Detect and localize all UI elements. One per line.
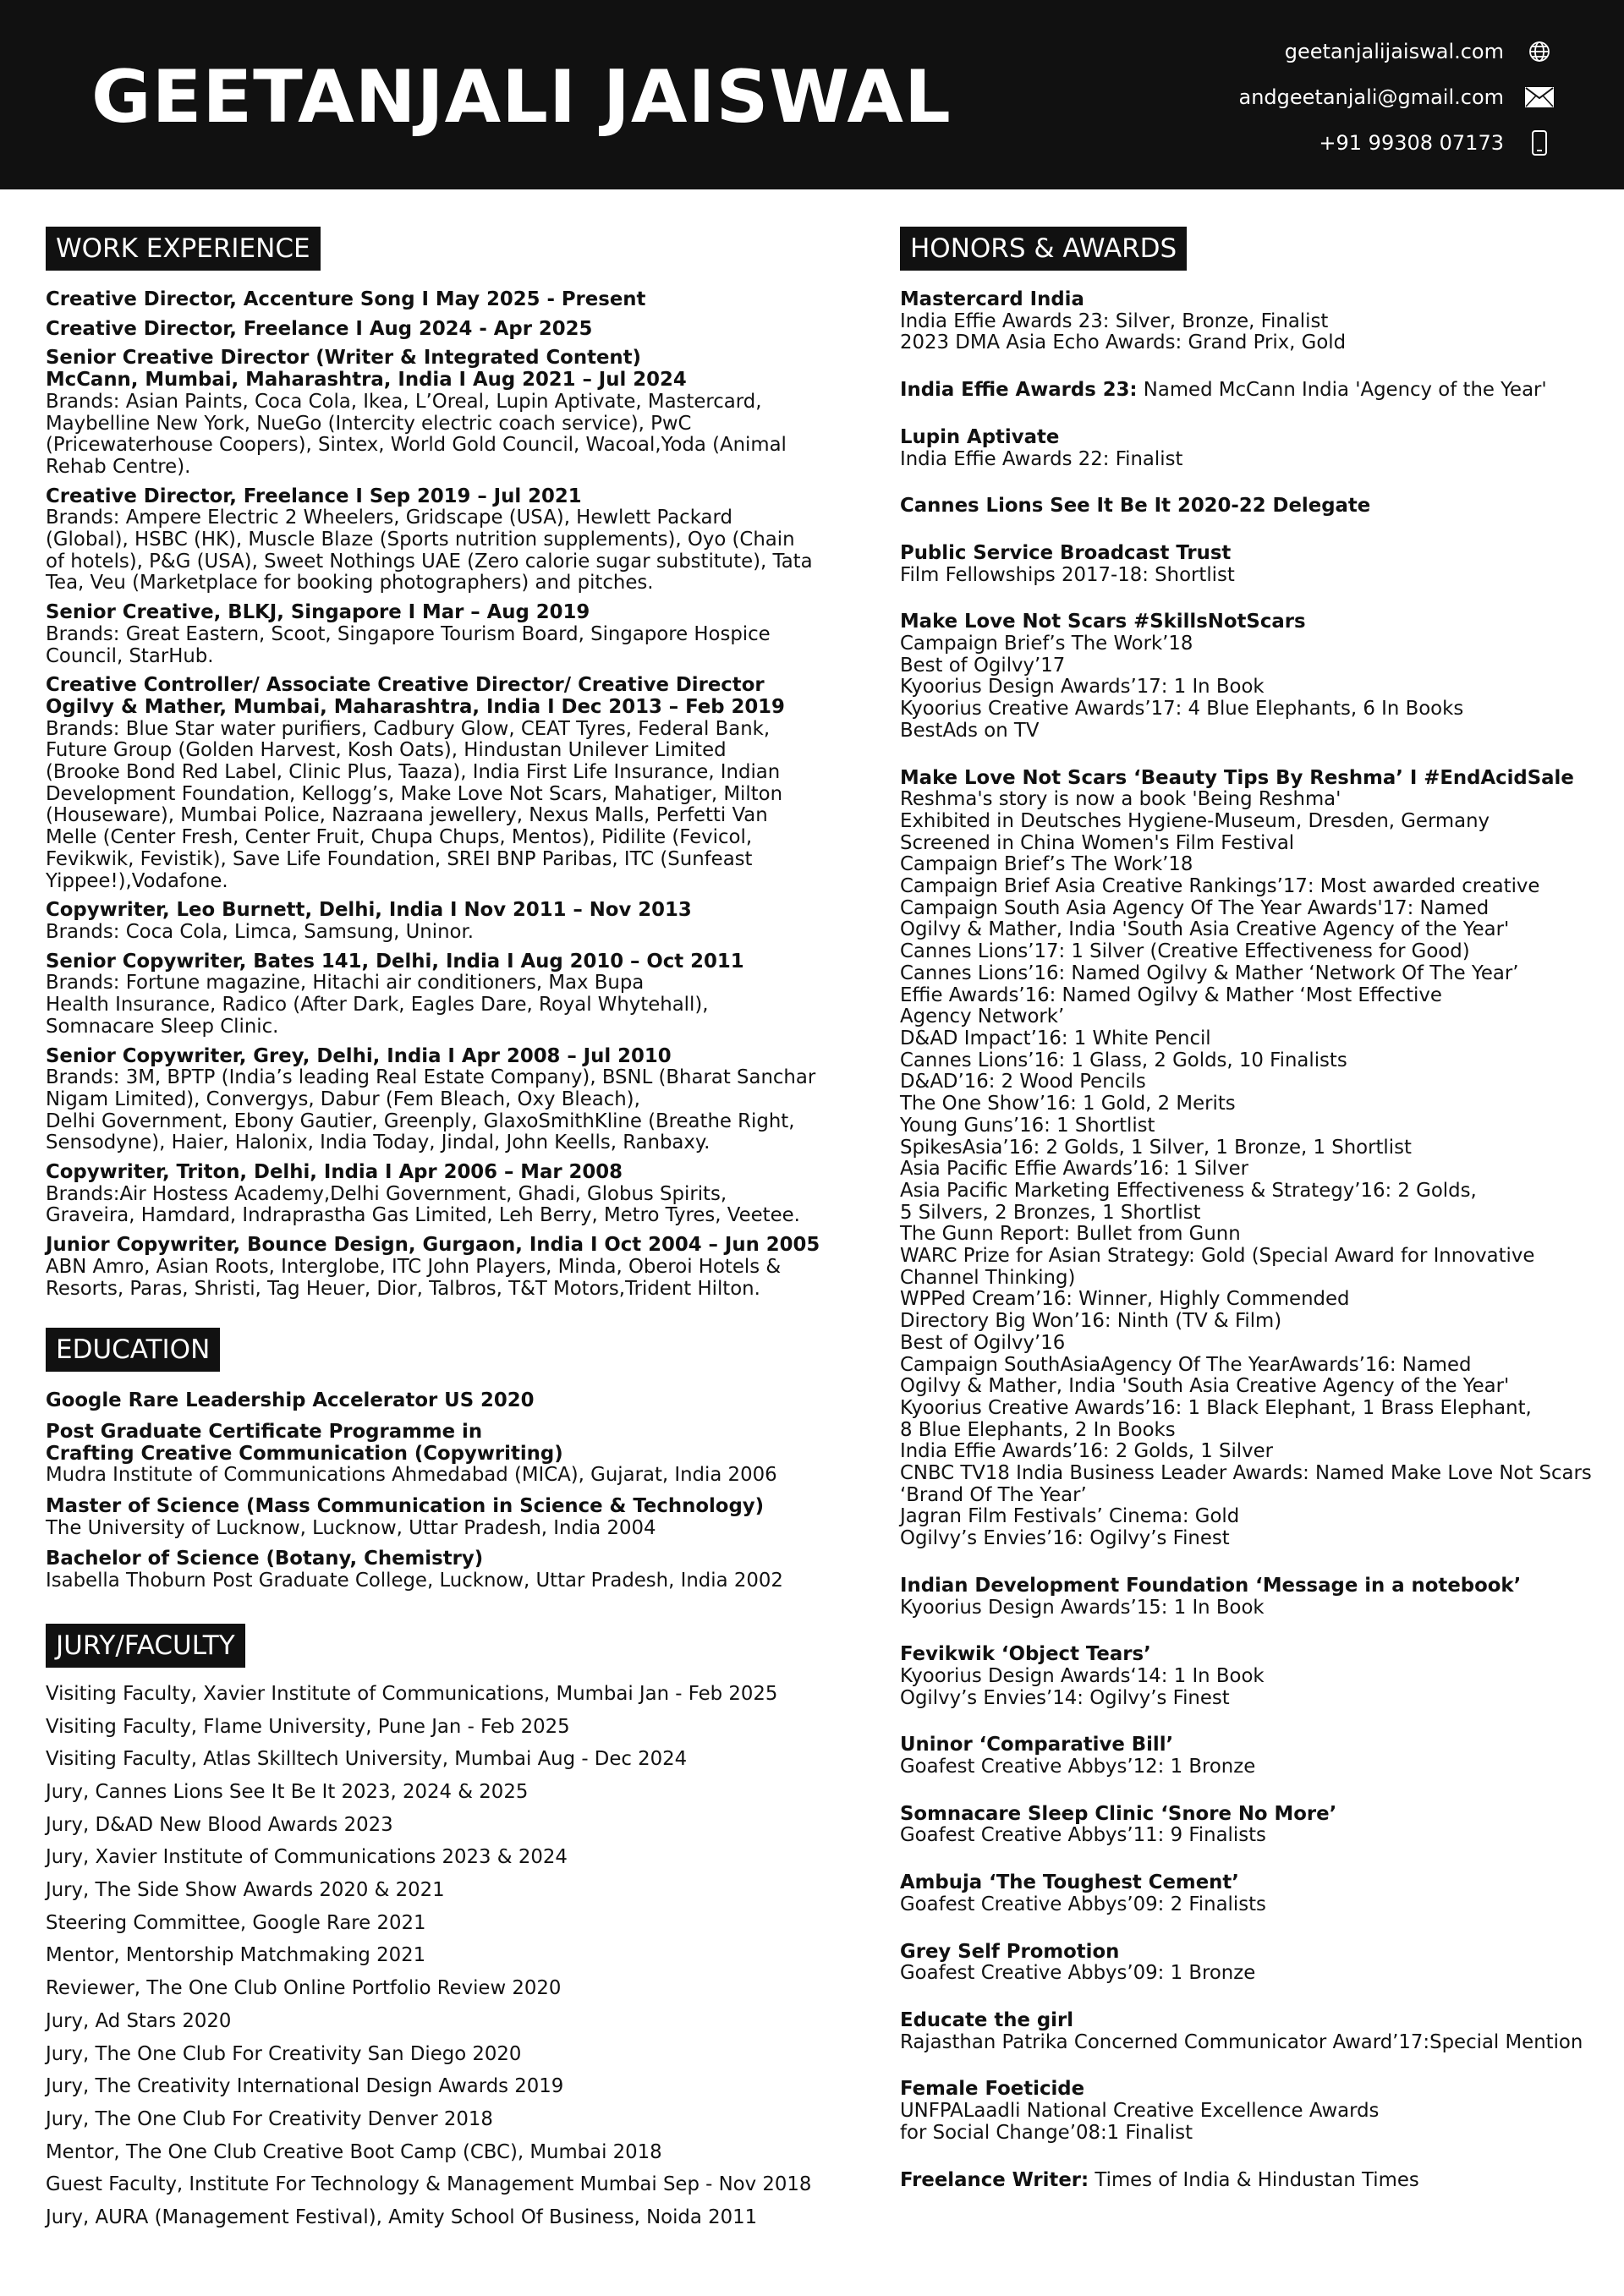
- award-entry-title: Freelance Writer:: [900, 2168, 1089, 2191]
- award-entry-detail: Reshma's story is now a book 'Being Reshma' Exhibited in Deutsches Hygiene-Museum, Dresden, Germany Screened in China Women's Film Festival Campaign Brief’s The Work’18 Campaign Brief Asia Creative Rankings’17: Most awarded creative Campaign South Asia Agency Of The Year Awards'17: Named Ogilvy & Mather, India 'South Asia Creative Agency of the Year' Cannes Lions’17: 1 Silver (Creative Effectiveness for Good) Cannes Lions’16: Named Ogilvy & Mather ‘Network Of The Year’ Effie Awards’16: Named Ogilvy & Mather ‘Most Effective Agency Network’ D&AD Impact’16: 1 White Pencil Cannes Lions’16: 1 Glass, 2 Golds, 10 Finalists D&AD’16: 2 Wood Pencils The One Show’16: 1 Gold, 2 Merits Young Guns’16: 1 Shortlist SpikesAsia’16: 2 Golds, 1 Silver, 1 Bronze, 1 Shortlist Asia Pacific Effie Awards’16: 1 Silver Asia Pacific Marketing Effectiveness & Strategy’16: 2 Golds, 5 Silvers, 2 Bronzes, 1 Shortlist The Gunn Report: Bullet from Gunn WARC Prize for Asian Strategy: Gold (Special Award for Innovative Channel Thinking) WPPed Cream’16: Winner, Highly Commended Directory Big Won’16: Ninth (TV & Film) Best of Ogilvy’16 Campaign SouthAsiaAgency Of The YearAwards’16: Named Ogilvy & Mather, India 'South Asia Creative Agency of the Year' Kyoorius Creative Awards’16: 1 Black Elephant, 1 Brass Elephant, 8 Blue Elephants, 2 In Books India Effie Awards’16: 2 Golds, 1 Silver CNBC TV18 India Business Leader Awards: Named Make Love Not Scars ‘Brand Of The Year’ Jagran Film Festivals’ Cinema: Gold Ogilvy’s Envies’16: Ogilvy’s Finest: [900, 788, 1592, 1550]
- jury-faculty-item: Jury, D&AD New Blood Awards 2023: [46, 1813, 393, 1836]
- jury-faculty-item: Jury, The One Club For Creativity Denver 2018: [46, 2108, 493, 2130]
- work-entry-title: Creative Director, Freelance I Sep 2019 – Jul 2021: [46, 485, 582, 507]
- work-entry-title: Senior Copywriter, Bates 141, Delhi, India I Aug 2010 – Oct 2011: [46, 950, 744, 973]
- globe-icon: [1522, 37, 1556, 66]
- education-list: [46, 1390, 879, 1592]
- education-entry-title: Google Rare Leadership Accelerator US 2020: [46, 1389, 535, 1412]
- work-entry: [46, 900, 879, 943]
- education-entry-detail: Isabella Thoburn Post Graduate College, Lucknow, Uttar Pradesh, India 2002: [46, 1570, 783, 1592]
- work-entry-brands: Brands: Coca Cola, Limca, Samsung, Uninor.: [46, 920, 474, 943]
- jury-faculty-item: Jury, The Side Show Awards 2020 & 2021: [46, 1879, 445, 1902]
- award-entry-detail: Goafest Creative Abbys’09: 1 Bronze: [900, 1962, 1256, 1985]
- envelope-icon: [1522, 83, 1556, 112]
- jury-faculty-item: Steering Committee, Google Rare 2021: [46, 1911, 426, 1934]
- education-entry: [46, 1390, 879, 1412]
- website-row: [1239, 29, 1557, 74]
- award-entry: [900, 543, 1602, 586]
- award-entry-heading: [900, 289, 1602, 311]
- award-entry-heading: [900, 1644, 1602, 1666]
- work-entry-title: Creative Director, Freelance I Aug 2024 - Apr 2025: [46, 317, 593, 340]
- award-entry-title: Female Foeticide: [900, 2078, 1085, 2101]
- award-entry-detail: Goafest Creative Abbys’12: 1 Bronze: [900, 1756, 1256, 1778]
- award-entry-heading: [900, 1872, 1602, 1894]
- work-entry: [46, 289, 879, 311]
- work-entry-brands: Brands:Air Hostess Academy,Delhi Government, Ghadi, Globus Spirits, Graveira, Hamdard, Indraprastha Gas Limited, Leh Berry, Metro Tyres, Veetee.: [46, 1182, 800, 1227]
- award-entry-heading: [900, 2170, 1602, 2192]
- award-entry-title: Make Love Not Scars #SkillsNotScars: [900, 611, 1306, 633]
- education-entry-detail: Mudra Institute of Communications Ahmedabad (MICA), Gujarat, India 2006: [46, 1464, 777, 1487]
- jury-faculty-heading: JURY/FACULTY: [46, 1624, 245, 1668]
- contact-block: [1239, 29, 1557, 166]
- work-entry: [46, 951, 879, 1038]
- award-entry: [900, 380, 1602, 402]
- award-entry: [900, 427, 1602, 470]
- award-entry-title: Grey Self Promotion: [900, 1940, 1120, 1963]
- work-entry-brands: ABN Amro, Asian Roots, Interglobe, ITC John Players, Minda, Oberoi Hotels & Resorts, Paras, Shristi, Tag Heuer, Dior, Talbros, T&T Motors,Trident Hilton.: [46, 1255, 782, 1300]
- work-entry: [46, 1235, 879, 1300]
- website-link[interactable]: geetanjalijaiswal.com: [1284, 40, 1504, 63]
- phone-row: [1239, 120, 1557, 166]
- work-entry: [46, 602, 879, 667]
- award-entry: [900, 2079, 1602, 2144]
- award-entry: [900, 1734, 1602, 1778]
- left-column: [46, 227, 879, 2234]
- work-entry-title: Copywriter, Leo Burnett, Delhi, India I Nov 2011 – Nov 2013: [46, 899, 692, 922]
- work-entry-title: Copywriter, Triton, Delhi, India I Apr 2006 – Mar 2008: [46, 1161, 623, 1184]
- work-entry: [46, 1046, 879, 1155]
- award-entry-heading: [900, 1575, 1602, 1597]
- right-column: [900, 227, 1602, 2217]
- award-entry: [900, 1872, 1602, 1915]
- jury-faculty-item: Visiting Faculty, Flame University, Pune Jan - Feb 2025: [46, 1715, 570, 1738]
- work-experience-heading: WORK EXPERIENCE: [46, 227, 321, 271]
- work-experience-list: [46, 289, 879, 1300]
- work-entry-brands: Brands: Great Eastern, Scoot, Singapore Tourism Board, Singapore Hospice Council, StarHub.: [46, 622, 771, 667]
- education-entry: [46, 1496, 879, 1539]
- email-row: [1239, 74, 1557, 120]
- phone-number[interactable]: +91 99308 07173: [1319, 131, 1504, 155]
- award-entry-detail: Film Fellowships 2017-18: Shortlist: [900, 563, 1235, 586]
- jury-faculty-item: Visiting Faculty, Xavier Institute of Communications, Mumbai Jan - Feb 2025: [46, 1682, 778, 1705]
- phone-icon: [1522, 129, 1556, 157]
- jury-faculty-item: Jury, AURA (Management Festival), Amity School Of Business, Noida 2011: [46, 2206, 758, 2229]
- work-entry-brands: Brands: 3M, BPTP (India’s leading Real Estate Company), BSNL (Bharat Sanchar Nigam Limited), Convergys, Dabur (Fem Bleach, Oxy Bleach), Delhi Government, Ebony Gautier, Greenply, GlaxoSmithKline (Breathe Right, Sensodyne), Haier, Halonix, India Today, Jindal, John Keells, Ranbaxy.: [46, 1066, 816, 1154]
- award-entry-detail: Campaign Brief’s The Work’18 Best of Ogilvy’17 Kyoorius Design Awards’17: 1 In Book Kyoorius Creative Awards’17: 4 Blue Elephants, 6 In Books BestAds on TV: [900, 633, 1464, 742]
- award-entry-heading: [900, 1804, 1602, 1826]
- award-entry-heading: [900, 768, 1602, 790]
- award-entry: [900, 1804, 1602, 1847]
- jury-faculty-item: Guest Faculty, Institute For Technology & Management Mumbai Sep - Nov 2018: [46, 2173, 812, 2196]
- education-heading: EDUCATION: [46, 1328, 220, 1372]
- award-entry-title-rest: Named McCann India 'Agency of the Year': [1137, 379, 1547, 402]
- award-entry-heading: [900, 427, 1602, 449]
- work-entry-brands: Brands: Fortune magazine, Hitachi air conditioners, Max Bupa Health Insurance, Radico (After Dark, Eagles Dare, Royal Whytehall), Somnacare Sleep Clinic.: [46, 972, 709, 1038]
- jury-faculty-item: Visiting Faculty, Atlas Skilltech University, Mumbai Aug - Dec 2024: [46, 1748, 688, 1771]
- education-entry: [46, 1548, 879, 1592]
- award-entry-title: Educate the girl: [900, 2009, 1074, 2031]
- work-entry-brands: Brands: Asian Paints, Coca Cola, Ikea, L’Oreal, Lupin Aptivate, Mastercard, Maybelline New York, NueGo (Intercity electric coach service), PwC (Pricewaterhouse Coopers), Sintex, World Gold Council, Wacoal,Yoda (Animal Rehab Centre).: [46, 390, 787, 478]
- award-entry: [900, 1575, 1602, 1619]
- award-entry-title: Public Service Broadcast Trust: [900, 541, 1232, 564]
- work-entry-title: Junior Copywriter, Bounce Design, Gurgaon, India I Oct 2004 – Jun 2005: [46, 1234, 820, 1257]
- award-entry-title-rest: Times of India & Hindustan Times: [1089, 2168, 1419, 2191]
- jury-faculty-item: Mentor, The One Club Creative Boot Camp (CBC), Mumbai 2018: [46, 2140, 662, 2163]
- award-entry: [900, 2010, 1602, 2053]
- award-entry-title: Somnacare Sleep Clinic ‘Snore No More’: [900, 1802, 1337, 1825]
- award-entry-title: Ambuja ‘The Toughest Cement’: [900, 1871, 1239, 1894]
- award-entry-title: Lupin Aptivate: [900, 425, 1060, 448]
- work-entry-title: Creative Controller/ Associate Creative Director/ Creative Director Ogilvy & Mather, Mumbai, Maharashtra, India I Dec 2013 – Feb 2019: [46, 674, 785, 718]
- education-entry-title: Master of Science (Mass Communication in Science & Technology): [46, 1495, 765, 1518]
- award-entry-title: Cannes Lions See It Be It 2020-22 Delegate: [900, 495, 1371, 518]
- education-entry-title: Bachelor of Science (Botany, Chemistry): [46, 1548, 484, 1570]
- jury-faculty-item: Jury, Ad Stars 2020: [46, 2009, 232, 2032]
- award-entry: [900, 611, 1602, 742]
- award-entry-detail: Kyoorius Design Awards‘14: 1 In Book Ogilvy’s Envies’14: Ogilvy’s Finest: [900, 1664, 1265, 1709]
- award-entry-title: Fevikwik ‘Object Tears’: [900, 1643, 1151, 1666]
- award-entry-heading: [900, 543, 1602, 565]
- jury-faculty-item: Jury, The One Club For Creativity San Diego 2020: [46, 2042, 522, 2065]
- award-entry-heading: [900, 2010, 1602, 2032]
- work-entry: [46, 319, 879, 341]
- work-entry: [46, 1162, 879, 1227]
- email-link[interactable]: andgeetanjali@gmail.com: [1238, 85, 1504, 109]
- award-entry-detail: India Effie Awards 22: Finalist: [900, 447, 1183, 470]
- award-entry-title: Mastercard India: [900, 288, 1084, 310]
- header-bar: [0, 0, 1624, 189]
- education-entry-detail: The University of Lucknow, Lucknow, Uttar Pradesh, India 2004: [46, 1516, 656, 1539]
- award-entry-detail: UNFPALaadli National Creative Excellence Awards for Social Change’08:1 Finalist: [900, 2100, 1380, 2144]
- jury-faculty-item: Mentor, Mentorship Matchmaking 2021: [46, 1944, 426, 1967]
- award-entry-title: Indian Development Foundation ‘Message in a notebook’: [900, 1574, 1522, 1597]
- work-entry-brands: Brands: Blue Star water purifiers, Cadbury Glow, CEAT Tyres, Federal Bank, Future Group (Golden Harvest, Kosh Oats), Hindustan Unilever Limited (Brooke Bond Red Label, Clinic Plus, Taaza), India First Life Insurance, Indian Development Foundation, Kellogg’s, Make Love Not Scars, Mahatiger, Milton (Houseware), Mumbai Police, Nazraana jewellery, Nexus Malls, Perfetti Van Melle (Center Fresh, Center Fruit, Chupa Chups, Mentos), Pidilite (Fevicol, Fevikwik, Fevistik), Save Life Foundation, SREI BNP Paribas, ITC (Sunfeast Yippee!),Vodafone.: [46, 717, 783, 892]
- jury-faculty-item: Reviewer, The One Club Online Portfolio Review 2020: [46, 1977, 562, 2000]
- award-entry-title: Uninor ‘Comparative Bill’: [900, 1734, 1174, 1756]
- award-entry-detail: India Effie Awards 23: Silver, Bronze, Finalist 2023 DMA Asia Echo Awards: Grand Prix, Gold: [900, 310, 1347, 354]
- award-entry-heading: [900, 496, 1602, 518]
- jury-faculty-item: Jury, The Creativity International Design Awards 2019: [46, 2075, 564, 2098]
- work-entry-title: Senior Creative Director (Writer & Integrated Content) McCann, Mumbai, Maharashtra, India I Aug 2021 – Jul 2024: [46, 347, 687, 392]
- award-entry-title: India Effie Awards 23:: [900, 379, 1138, 402]
- award-entry: [900, 1942, 1602, 1985]
- honors-awards-heading: HONORS & AWARDS: [900, 227, 1187, 271]
- award-entry-heading: [900, 1734, 1602, 1756]
- award-entry-heading: [900, 380, 1602, 402]
- work-entry: [46, 348, 879, 478]
- education-entry-title: Post Graduate Certificate Programme in Crafting Creative Communication (Copywriting): [46, 1420, 563, 1465]
- award-entry-detail: Goafest Creative Abbys’09: 2 Finalists: [900, 1893, 1266, 1915]
- award-entry: [900, 2170, 1602, 2192]
- candidate-name: GEETANJALI JAISWAL: [91, 55, 952, 140]
- award-entry-title: Make Love Not Scars ‘Beauty Tips By Reshma’ I #EndAcidSale: [900, 766, 1574, 789]
- work-entry-title: Senior Creative, BLKJ, Singapore I Mar – Aug 2019: [46, 601, 590, 624]
- award-entry: [900, 496, 1602, 518]
- jury-faculty-item: Jury, Cannes Lions See It Be It 2023, 2024 & 2025: [46, 1780, 529, 1803]
- award-entry-heading: [900, 2079, 1602, 2101]
- work-entry: [46, 675, 879, 892]
- work-entry-title: Senior Copywriter, Grey, Delhi, India I Apr 2008 – Jul 2010: [46, 1044, 672, 1067]
- award-entry: [900, 768, 1602, 1550]
- jury-faculty-item: Jury, Xavier Institute of Communications 2023 & 2024: [46, 1846, 568, 1869]
- award-entry-heading: [900, 611, 1602, 633]
- jury-faculty-list: [46, 1678, 879, 2234]
- work-entry: [46, 486, 879, 595]
- award-entry: [900, 289, 1602, 354]
- award-entry-detail: Rajasthan Patrika Concerned Communicator Award’17:Special Mention: [900, 2030, 1583, 2053]
- work-entry-title: Creative Director, Accenture Song I May 2025 - Present: [46, 288, 646, 310]
- work-entry-brands: Brands: Ampere Electric 2 Wheelers, Gridscape (USA), Hewlett Packard (Global), HSBC (HK), Muscle Blaze (Sports nutrition supplements), Oyo (Chain of hotels), P&G (USA), Sweet Nothings UAE (Zero calorie sugar substitute), Tata Tea, Veu (Marketplace for booking photographers) and pitches.: [46, 507, 813, 595]
- award-entry-detail: Kyoorius Design Awards’15: 1 In Book: [900, 1596, 1265, 1619]
- award-entry: [900, 1644, 1602, 1709]
- award-entry-heading: [900, 1942, 1602, 1964]
- education-entry: [46, 1422, 879, 1487]
- honors-awards-list: [900, 289, 1602, 2191]
- award-entry-detail: Goafest Creative Abbys’11: 9 Finalists: [900, 1824, 1266, 1847]
